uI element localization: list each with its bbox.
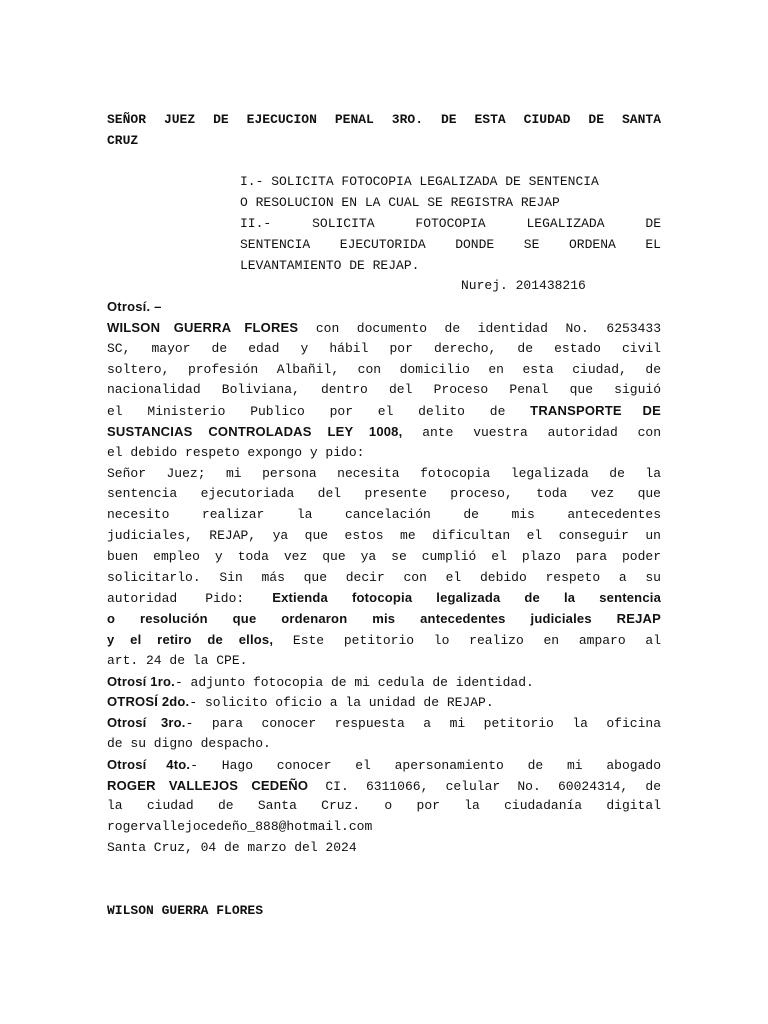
document-page — [107, 0, 661, 921]
subject-line-5: LEVANTAMIENTO DE REJAP. — [240, 257, 420, 273]
body-line: nacionalidad Boliviana, dentro del Proceso Penal que siguió — [107, 382, 661, 398]
heading-line-2: CRUZ — [107, 132, 139, 148]
body-line: SUSTANCIAS CONTROLADAS LEY 1008, ante vuestra autoridad con — [107, 423, 661, 440]
subject-line-1: I.- SOLICITA FOTOCOPIA LEGALIZADA DE SENTENCIA — [240, 174, 599, 190]
nurej-number: Nurej. 201438216 — [461, 278, 586, 294]
body-line: el Ministerio Publico por el delito de TRANSPORTE DE — [107, 403, 661, 420]
petitioner-name: WILSON GUERRA FLORES — [107, 319, 299, 335]
body-line: o resolución que ordenaron mis antecedentes judiciales REJAP — [107, 611, 661, 627]
otrosi-4: Otrosí 4to.- Hago conocer el apersonamiento de mi abogado — [107, 756, 661, 773]
otrosi-4-cont: la ciudad de Santa Cruz. o por la ciudadanía digital — [107, 798, 661, 814]
signature-name: WILSON GUERRA FLORES — [107, 902, 264, 918]
heading-line-1: SEÑOR JUEZ DE EJECUCION PENAL 3RO. DE ESTA CIUDAD DE SANTA — [107, 112, 661, 127]
body-line: autoridad Pido: Extienda fotocopia legalizada de la sentencia — [107, 590, 661, 607]
lawyer-name: ROGER VALLEJOS CEDEÑO — [107, 777, 309, 793]
body-line: solicitarlo. Sin más que decir con el debido respeto a su — [107, 569, 661, 585]
body-line: buen empleo y toda vez que ya se cumplió el plazo para poder — [107, 548, 661, 564]
otrosi-3: Otrosí 3ro.- para conocer respuesta a mi petitorio la oficina — [107, 715, 661, 732]
body-line: Señor Juez; mi persona necesita fotocopia legalizada de la — [107, 465, 661, 481]
body-line: el debido respeto expongo y pido: — [107, 444, 365, 460]
otrosi-4-cont: ROGER VALLEJOS CEDEÑO CI. 6311066, celular No. 60024314, de — [107, 777, 661, 794]
subject-line-4: SENTENCIA EJECUTORIDA DONDE SE ORDENA EL — [240, 236, 661, 252]
body-line: necesito realizar la cancelación de mis antecedentes — [107, 507, 661, 523]
lawyer-email: rogervallejocedeño_888@hotmail.com — [107, 819, 373, 835]
subject-line-3: II.- SOLICITA FOTOCOPIA LEGALIZADA DE — [240, 215, 661, 231]
otrosi-3-cont: de su digno despacho. — [107, 735, 271, 751]
otrosi-1: Otrosí 1ro.- adjunto fotocopia de mi cedula de identidad. — [107, 673, 534, 690]
body-line: soltero, profesión Albañil, con domicilio en esta ciudad, de — [107, 361, 661, 377]
body-line: judiciales, REJAP, ya que estos me dificultan el conseguir un — [107, 527, 661, 543]
body-line: sentencia ejecutoriada del presente proceso, toda vez que — [107, 486, 661, 502]
body-line: art. 24 de la CPE. — [107, 652, 248, 668]
body-line: WILSON GUERRA FLORES con documento de identidad No. 6253433 — [107, 319, 661, 336]
otrosi-2: OTROSÍ 2do.- solicito oficio a la unidad de REJAP. — [107, 694, 494, 711]
body-line: SC, mayor de edad y hábil por derecho, de estado civil — [107, 340, 661, 356]
subject-line-2: O RESOLUCION EN LA CUAL SE REGISTRA REJAP — [240, 195, 560, 211]
otrosi-heading: Otrosí. – — [107, 299, 162, 315]
date-line: Santa Cruz, 04 de marzo del 2024 — [107, 839, 357, 855]
body-line: y el retiro de ellos, Este petitorio lo realizo en amparo al — [107, 631, 661, 648]
